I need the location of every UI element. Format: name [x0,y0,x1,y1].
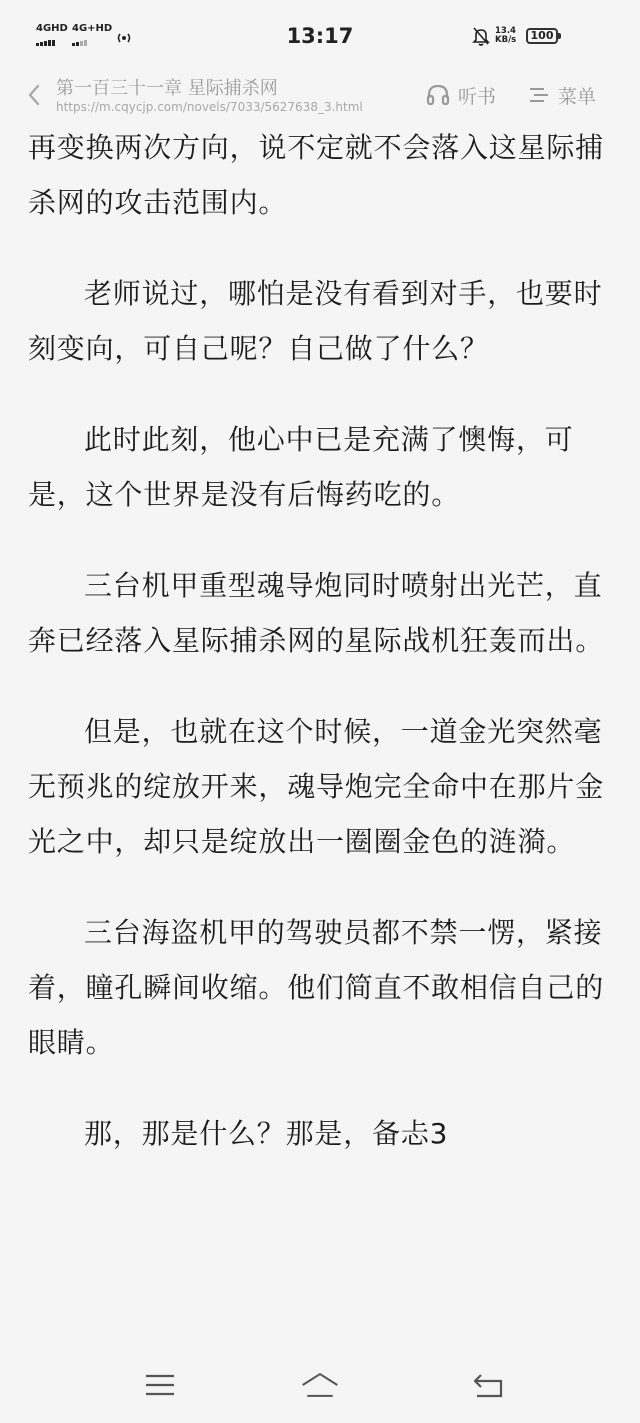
paragraph: 三台机甲重型魂导炮同时喷射出光芒，直奔已经落入星际捕杀网的星际战机狂轰而出。 [28,569,605,657]
paragraph: 三台海盗机甲的驾驶员都不禁一愣，紧接着，瞳孔瞬间收缩。他们简直不敢相信自己的眼睛。 [28,916,605,1059]
system-nav-bar [0,1345,640,1423]
speed-value: 13.4 [495,26,516,36]
reader-header [0,70,640,120]
network-speed [495,27,516,45]
hamburger-icon [143,1372,177,1398]
speed-unit: KB/s [495,35,517,45]
paragraph: 再变换两次方向，说不定就不会落入这星际捕杀网的攻击范围内。 [28,131,605,219]
listen-button[interactable] [426,80,496,110]
paragraph: 老师说过，哪怕是没有看到对手，也要时刻变向，可自己呢？自己做了什么？ [28,277,603,365]
network-label-2: 4G+HD [72,23,113,34]
paragraph: 但是，也就在这个时候，一道金光突然毫无预兆的绽放开来，魂导炮完全命中在那片金光之中，却只是绽放出一圈圈金色的涟漪。 [28,715,605,858]
nav-home-button[interactable] [300,1365,340,1405]
battery-icon [526,28,558,44]
notification-muted-icon [472,26,490,46]
back-arrow-icon [471,1371,505,1399]
chapter-title: 第一百三十一章 星际捕杀网 [56,78,278,99]
menu-label: 菜单 [558,85,597,108]
paragraph: 那，那是什么？那是，备忐3 [84,1117,449,1150]
home-icon [300,1370,340,1400]
listen-label: 听书 [458,85,497,108]
paragraph: 此时此刻，他心中已是充满了懊悔，可是，这个世界是没有后悔药吃的。 [28,423,574,511]
status-bar [0,0,640,70]
page-url: https://m.cqycjp.com/novels/7033/5627638_3.html [56,100,363,114]
menu-button[interactable] [528,80,596,110]
nav-menu-button[interactable] [140,1365,180,1405]
chapter-content[interactable] [28,120,612,1345]
nav-back-button[interactable] [468,1365,508,1405]
chevron-left-icon[interactable] [24,82,44,108]
status-time: 13:17 [286,24,354,48]
headphones-icon [426,84,450,106]
network-label-1: 4GHD [36,23,68,34]
menu-lines-icon [528,85,550,105]
battery-level: 100 [530,29,554,42]
